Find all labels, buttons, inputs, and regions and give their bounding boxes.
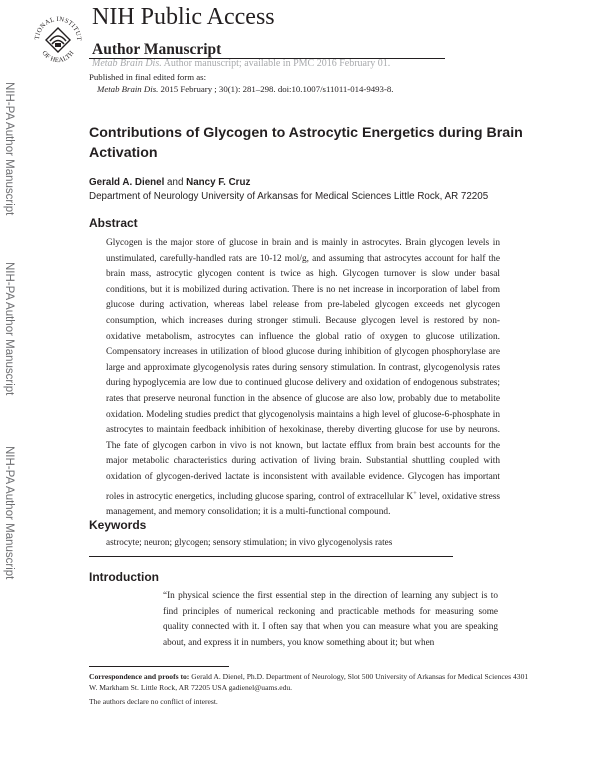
article-title: Contributions of Glycogen to Astrocytic Energetics during Brain Activation (89, 125, 523, 161)
citation-line (97, 84, 393, 94)
conflict-statement: The authors declare no conflict of interest. (89, 697, 218, 706)
introduction-heading: Introduction (89, 570, 159, 584)
introduction-quote: “In physical science the first essential step in the direction of learning any subject is to find principles of numerical reckoning and practicable methods for measuring some quality connected with it. I often say that when you can measure what you are speaking about, and express it in numbers, you know something about it; but when (163, 591, 498, 648)
logo-text-bottom: OF HEALTH (40, 49, 76, 65)
abstract-body (106, 236, 500, 521)
correspondence-note (89, 672, 529, 693)
availability-journal: Metab Brain Dis. (92, 58, 162, 69)
citation-journal: Metab Brain Dis. (97, 84, 159, 94)
author-separator: and (164, 177, 187, 188)
footnote-rule (89, 666, 229, 667)
correspondence-label: Correspondence and proofs to: (89, 672, 190, 681)
potassium-superscript: + (413, 489, 417, 497)
published-label: Published in final edited form as: (89, 72, 207, 82)
logo-text-top: TIONAL INSTITUT (33, 15, 83, 42)
availability-note (92, 58, 390, 69)
correspondence-text: Gerald A. Dienel, Ph.D. Department of Neurology, Slot 500 University of Arkansas for Medical Sciences 4301 W. Markham St. Little Rock, AR 72205 USA gadienel@uams.edu. (89, 672, 529, 692)
abstract-text-end: level, oxidative stress management, and memory consolidation; it is a multi-functional compound. (106, 491, 500, 518)
keywords-rule (89, 556, 453, 557)
author-2: Nancy F. Cruz (186, 177, 251, 188)
citation-details: 2015 February ; 30(1): 281–298. doi:10.1007/s11011-014-9493-8. (158, 84, 394, 94)
keywords-heading: Keywords (89, 518, 147, 532)
nih-public-access-title: NIH Public Access (92, 4, 275, 30)
availability-text: Author manuscript; available in PMC 2016 February 01. (161, 58, 391, 69)
abstract-text: Glycogen is the major store of glucose in brain and is mainly in astrocytes. Brain glycogen levels in unstimulated, carefully-handled rats are 10-12 mol/g, and assuming that astrocytes account for half the brain mass, astrocytic glycogen content is twice as high. Glycogen turnover is slow under basal conditions, but it is mobilized during activation. There is no net increase in incorporation of label from glucose during activation, whereas label release from pre-labeled glycogen exceeds net glycogen consumption, which increases during stronger stimuli. Because glycogen level is restored by non-oxidative metabolism, astrocytes can influence the global ratio of oxygen to glucose utilization. Compensatory increases in utilization of blood glucose during inhibition of glycogen phosphorylase are large and approximate glycogenolysis rates during sensory stimulation. In contrast, glycogenolysis rates during hypoglycemia are low due to continued glucose delivery and oxidation of endogenous substrates; rates that preserve neuronal function in the absence of glucose are also low, probably due to metabolite oxidation. Modeling studies predict that glycogenolysis maintains a high level of glucose-6-phosphate in astrocytes to maintain feedback inhibition of hexokinase, thereby diverting glucose for use by neurons. The fate of glycogen carbon in vivo is not known, but lactate efflux from brain best accounts for the major metabolic characteristics during activation of living brain. Substantial shuttling coupled with oxidation of glycogen-derived lactate is inconsistent with available evidence. Glycogen has important roles in astrocytic energetics, including glucose sparing, control of extracellular K (106, 238, 500, 502)
author-manuscript-subtitle: Author Manuscript (92, 41, 222, 58)
author-list (89, 177, 250, 188)
author-1: Gerald A. Dienel (89, 177, 165, 188)
affiliation: Department of Neurology University of Arkansas for Medical Sciences Little Rock, AR 72205 (89, 191, 489, 202)
abstract-heading: Abstract (89, 216, 138, 230)
keywords-text: astrocyte; neuron; glycogen; sensory stimulation; in vivo glycogenolysis rates (106, 537, 393, 547)
nih-logo (30, 6, 86, 72)
